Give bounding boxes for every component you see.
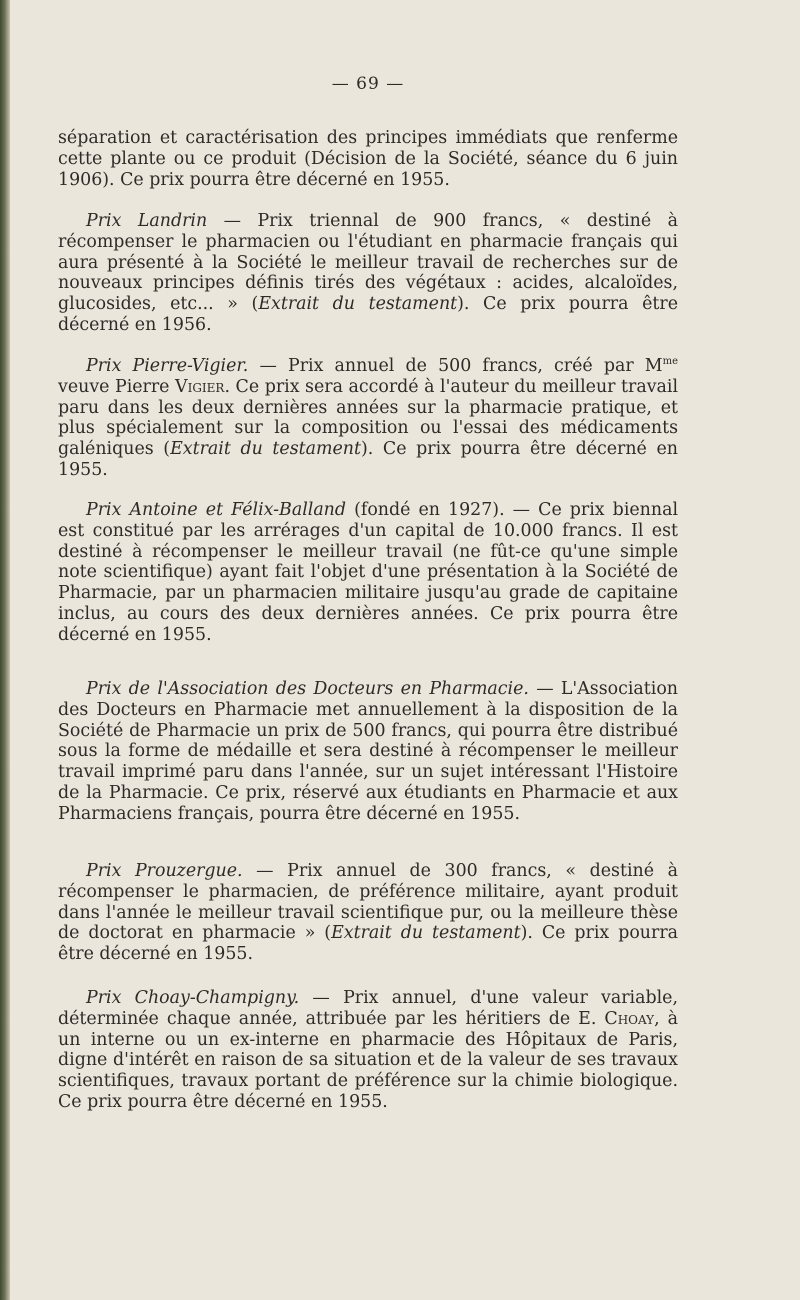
book-binding-edge (0, 0, 10, 1300)
testament-reference: Extrait du testament (170, 439, 361, 460)
paragraph-text: — Prix triennal de 900 francs, « destiné à récompenser le pharmacien ou l'étudiant en pharmacie français qui aura présenté à la Société le meilleur travail de recherches sur de nouveaux principes définis tirés des végétaux : acides, alcaloïdes, glucosides, etc... » ( (58, 211, 678, 315)
surname-small-caps: Vigier (175, 376, 225, 397)
paragraph-text: — Prix annuel, d'une valeur variable, déterminée chaque année, attribuée par les héritiers de E. (58, 988, 678, 1029)
paragraph-prix-choay-champigny (58, 988, 678, 1113)
superscript-abbreviation: me (662, 356, 678, 368)
paragraph-text: séparation et caractérisation des principes immédiats que renferme cette plante ou ce produit (Décision de la Société, séance du 6 juin 1906). Ce prix pourra être décerné en 1955. (58, 128, 678, 190)
paragraph-text: , à un interne ou un ex-interne en pharmacie des Hôpitaux de Paris, digne d'intérêt en raison de sa situation et de la valeur de ses travaux scientifiques, travaux portant de préférence sur la chimie biologique. Ce prix pourra être décerné en 1955. (58, 1008, 678, 1112)
paragraph-prix-pierre-vigier (58, 356, 678, 481)
prize-name: Prix Antoine et Félix-Balland (86, 500, 347, 520)
paragraph-text: ). Ce prix pourra être décerné en 1955. (58, 439, 678, 480)
paragraph-prix-balland (58, 500, 678, 646)
testament-reference: Extrait du testament (331, 923, 521, 944)
prize-name: Prix Pierre-Vigier. (86, 356, 249, 376)
surname-small-caps: Choay (604, 1008, 655, 1029)
testament-reference: Extrait du testament (258, 294, 458, 315)
paragraph-text: (fondé en 1927). — Ce prix biennal est constitué par les arrérages d'un capital de 10.000 francs. Il est destiné à récompenser le meilleur travail (ne fût-ce qu'une simple note scientifique) ayant fait l'objet d'une présentation à la Société de Pharmacie, par un pharmacien militaire jusqu'au grade de capitaine inclus, au cours des deux dernières années. Ce prix pourra être décerné en 1955. (58, 500, 678, 645)
book-page (58, 0, 678, 1300)
paragraph-text: ). Ce prix pourra être décerné en 1955. (58, 923, 678, 965)
prize-name: Prix de l'Association des Docteurs en Pharmacie. (86, 679, 529, 699)
paragraph-continuation (58, 128, 678, 190)
paragraph-text: — Prix annuel de 300 francs, « destiné à récompenser le pharmacien, de préférence militaire, ayant produit dans l'année le meilleur travail scientifique pur, ou la meilleure thèse de doctorat en pharmacie » ( (58, 861, 678, 944)
paragraph-prix-association-docteurs (58, 679, 678, 825)
prize-name: Prix Choay-Champigny. (86, 988, 300, 1008)
paragraph-text: ). Ce prix pourra être décerné en 1956. (58, 294, 678, 335)
paragraph-text: — L'Association des Docteurs en Pharmacie met annuellement à la disposition de la Société de Pharmacie un prix de 500 francs, qui pourra être distribué sous la forme de médaille et sera destiné à récompenser le meilleur travail imprimé paru dans l'année, sur un sujet intéressant l'Histoire de la Pharmacie. Ce prix, réservé aux étudiants en Pharmacie et aux Pharmaciens français, pourra être décerné en 1955. (58, 679, 678, 824)
paragraph-text: . Ce prix sera accordé à l'auteur du meilleur travail paru dans les deux dernières années sur la pharmacie pratique, et plus spécialement sur la composition ou l'essai des médicaments galéniques ( (58, 376, 679, 460)
paragraph-prix-landrin (58, 211, 678, 336)
paragraph-text: veuve Pierre (58, 376, 176, 397)
paragraph-text: — Prix annuel de 500 francs, créé par M (248, 356, 663, 376)
prize-name: Prix Prouzergue. (86, 861, 243, 881)
paragraph-prix-prouzergue (58, 861, 678, 965)
prize-name: Prix Landrin (86, 211, 208, 231)
page-number: — 69 — (331, 74, 405, 94)
